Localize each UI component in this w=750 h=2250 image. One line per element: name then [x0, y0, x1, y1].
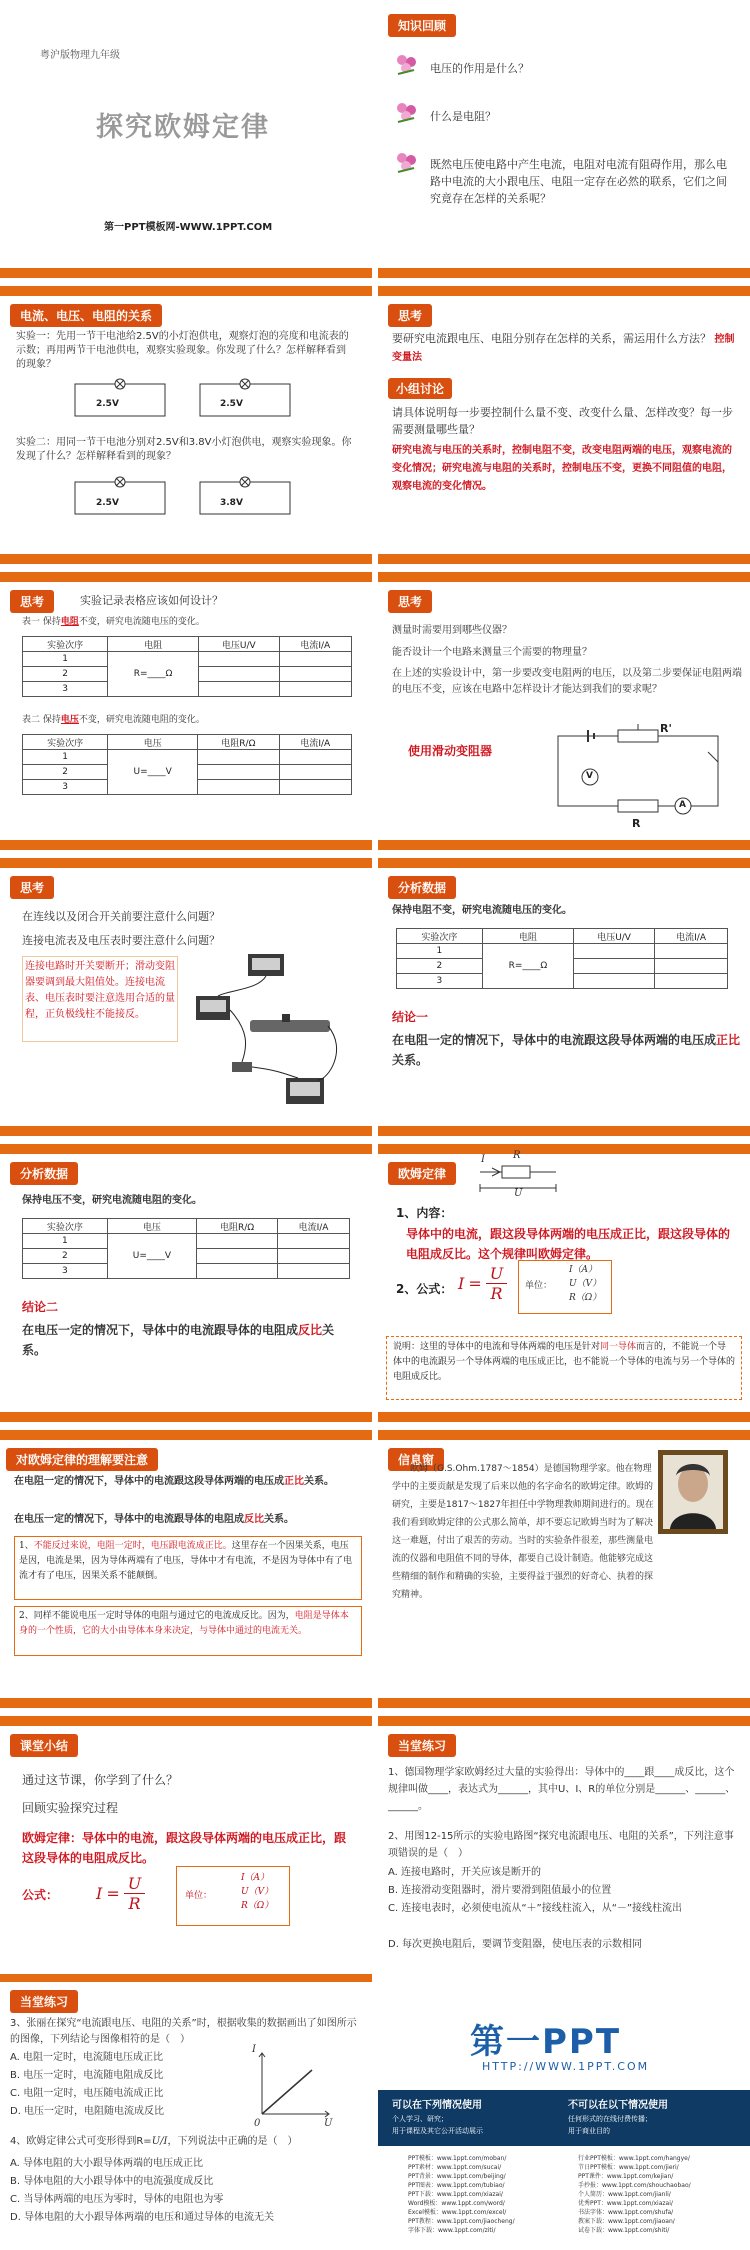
- circuit-label: 2.5V: [96, 399, 119, 409]
- info-paragraph: 欧姆（G.S.Ohm.1787～1854）是德国物理学家。他在物理学中的主要贡献是发现了后来以他的名字命名的欧姆定律。欧姆的研究，主要是1817～1827年担任中学物理教师期间进行的。现在我们看到欧姆定律的公式那么简单，却不要忘记欧姆当时为了解决这一难题，付出了艰苦的劳动。当时的实验条件很差，那些测量电流的仪器和电阻值不同的导体，都要自己设计制造。他能够完成这些精细的制作和精确的实验，主要得益于强烈的好奇心、执着的探究精神。: [392, 1464, 654, 1600]
- experiment-1: 实验一：先用一节干电池给2.5V的小灯泡供电，观察灯泡的亮度和电流表的示数；再用两节干电池供电，观察实验现象。你发现了什么？怎样解释看到的现象？: [16, 331, 349, 370]
- instrument-answer: 使用滑动变阻器: [408, 744, 493, 758]
- forbidden-item: 任何形式的在线付费传播；: [568, 2115, 652, 2123]
- orange-bar: [0, 1430, 372, 1440]
- apparatus-illustration: [188, 950, 358, 1110]
- brand-url: HTTP://WWW.1PPT.COM: [482, 2060, 650, 2073]
- exercise-option: C. 连接电表时，必须使电流从“＋”接线柱流入，从“－”接线柱流出: [388, 1903, 683, 1914]
- orange-bar: [378, 1144, 750, 1154]
- slide-credits: [378, 1974, 750, 2250]
- slide-understanding: [0, 1430, 372, 1708]
- slide-header: 分析数据: [10, 1162, 78, 1185]
- orange-bar: [0, 554, 372, 564]
- slide-header: 欧姆定律: [388, 1162, 456, 1185]
- record-table-1: 实验次序 电阻 电压U/V 电流I/A 1 R=____Ω 2 3: [22, 636, 352, 697]
- orange-bar: [378, 840, 750, 850]
- slide-analysis-1: [378, 858, 750, 1136]
- link-item[interactable]: PPT图表：www.1ppt.com/tubiao/: [408, 2182, 505, 2189]
- subject-label: 粤沪版物理九年级: [40, 50, 120, 61]
- diagram-current-label: I: [481, 1154, 485, 1165]
- analysis-condition: 保持电阻不变，研究电流随电压的变化。: [392, 905, 572, 916]
- link-item[interactable]: PPT课件：www.1ppt.com/kejian/: [578, 2173, 674, 2180]
- summary-question: 通过这节课，你学到了什么？: [22, 1773, 179, 1787]
- method-answer: 控制变量法: [392, 334, 735, 363]
- link-item[interactable]: 行业PPT模板：www.1ppt.com/hangye/: [578, 2155, 690, 2162]
- understanding-note-2: 2、同样不能说电压一定时导体的电阻与通过它的电流成反比。因为，电阻是导体本身的一个性质，它的大小由导体本身来决定，与导体中通过的电流无关。: [14, 1606, 362, 1656]
- flower-icon: [394, 52, 420, 76]
- link-item[interactable]: PPT下载：www.1ppt.com/xiazai/: [408, 2191, 503, 2198]
- content-label: 1、内容：: [396, 1206, 453, 1220]
- slide-summary: [0, 1716, 372, 1994]
- circuit-label: 3.8V: [220, 498, 243, 508]
- orange-bar: [378, 1430, 750, 1440]
- exercise-option: A. 连接电路时，开关应该是断开的: [388, 1867, 542, 1878]
- table-question: 实验记录表格应该如何设计？: [80, 594, 223, 607]
- link-item[interactable]: PPT教程：www.1ppt.com/jiaocheng/: [408, 2218, 515, 2225]
- link-item[interactable]: 手抄报：www.1ppt.com/shouchaobao/: [578, 2182, 691, 2189]
- slide-header: 思考: [10, 590, 54, 613]
- conclusion-label: 结论二: [22, 1300, 59, 1314]
- flower-icon: [394, 150, 420, 174]
- slide-subheader: 小组讨论: [388, 378, 452, 399]
- allowed-title: 可以在下列情况使用: [392, 2100, 482, 2111]
- exercise-option: A. 导体电阻的大小跟导体两端的电压成正比: [10, 2158, 204, 2169]
- slide-header: 对欧姆定律的理解要注意: [6, 1448, 158, 1471]
- orange-bar: [378, 858, 750, 868]
- slide-exercise-2: [0, 1974, 372, 2250]
- orange-bar: [0, 840, 372, 850]
- diagram-resistance-label: R: [513, 1150, 521, 1161]
- slide-review: [378, 0, 750, 278]
- orange-bar: [0, 286, 372, 296]
- link-item[interactable]: Excel模板：www.1ppt.com/excel/: [408, 2209, 507, 2216]
- exercise-option: B. 连接滑动变阻器时，滑片要滑到阻值最小的位置: [388, 1885, 612, 1896]
- slide-method: [378, 286, 750, 564]
- discussion-question: 请具体说明每一步要控制什么量不变、改变什么量、怎样改变？每一步需要测量哪些量？: [392, 406, 733, 436]
- orange-bar: [0, 1716, 372, 1726]
- orange-bar: [378, 572, 750, 582]
- method-question: 要研究电流跟电压、电阻分别存在怎样的关系，需运用什么方法？ 控制变量法: [392, 332, 735, 363]
- link-item[interactable]: PPT模板：www.1ppt.com/moban/: [408, 2155, 507, 2162]
- forbidden-item: 用于商业目的: [568, 2127, 610, 2135]
- orange-bar: [378, 1126, 750, 1136]
- slide-info: [378, 1430, 750, 1708]
- connection-question-1: 在连线以及闭合开关前要注意什么问题？: [22, 910, 220, 923]
- exercise-question-1: 1、德国物理学家欧姆经过大量的实验得出：导体中的____跟____成反比，这个规律叫做____，表达式为______，其中U、I、R的单位分别是______、______、______。: [388, 1767, 736, 1812]
- voltmeter-label: V: [586, 771, 593, 781]
- brand-logo: 第一PPT: [470, 2022, 622, 2062]
- summary-law: 欧姆定律：导体中的电流，跟这段导体两端的电压成正比，跟这段导体的电阻成反比。: [22, 1831, 347, 1865]
- slide-header: 电流、电压、电阻的关系: [10, 304, 162, 327]
- exercise-option: C. 当导体两端的电压为零时，导体的电阻也为零: [10, 2194, 224, 2205]
- exercise-question-4: 4、欧姆定律公式可变形得到R=U/I，下列说法中正确的是（ ）: [10, 2136, 298, 2147]
- circuit-label: 2.5V: [96, 498, 119, 508]
- slide-header: 信息窗: [388, 1448, 444, 1471]
- forbidden-title: 不可以在以下情况使用: [568, 2100, 668, 2111]
- formula-label: 公式：: [22, 1888, 59, 1902]
- slide-ohms-law: [378, 1144, 750, 1422]
- flower-icon: [394, 100, 420, 124]
- unit-legend: 单位： I（A） U（V） R（Ω）: [176, 1866, 290, 1926]
- link-item[interactable]: 字体下载：www.1ppt.com/ziti/: [408, 2227, 496, 2234]
- understanding-point-2: 在电压一定的情况下，导体中的电流跟导体的电阻成反比关系。: [14, 1514, 294, 1525]
- exercise-option: A. 电阻一定时，电流随电压成正比: [10, 2052, 164, 2063]
- slide-title-text: 探究欧姆定律: [96, 112, 270, 143]
- ohm-portrait: [658, 1450, 728, 1534]
- connection-note-box: [22, 956, 178, 1042]
- graph-origin-label: 0: [254, 2118, 261, 2129]
- orange-bar: [378, 554, 750, 564]
- rheostat-label: R': [660, 722, 672, 735]
- circuit-diagram-rheostat: [548, 722, 738, 822]
- diagram-voltage-label: U: [514, 1188, 523, 1199]
- graph-x-label: U: [324, 2118, 333, 2129]
- exercise-option: B. 电压一定时，电流随电阻成反比: [10, 2070, 164, 2081]
- link-item[interactable]: 教案下载：www.1ppt.com/jiaoan/: [578, 2218, 675, 2225]
- slide-exercise-1: [378, 1716, 750, 1994]
- orange-bar: [378, 286, 750, 296]
- ammeter-label: A: [679, 800, 686, 810]
- links-left: [408, 2154, 515, 2235]
- orange-bar: [378, 268, 750, 278]
- instrument-question-1: 测量时需要用到哪些仪器？: [392, 625, 512, 636]
- resistor-label: R: [632, 817, 641, 830]
- orange-bar: [0, 1144, 372, 1154]
- conclusion-text: 在电压一定的情况下，导体中的电流跟导体的电阻成反比关系。: [22, 1323, 335, 1357]
- orange-bar: [378, 1698, 750, 1708]
- link-item[interactable]: 节日PPT模板：www.1ppt.com/jieri/: [578, 2164, 679, 2171]
- link-item[interactable]: 书法字体：www.1ppt.com/shufa/: [578, 2209, 674, 2216]
- orange-bar: [378, 1412, 750, 1422]
- exercise-option: B. 导体电阻的大小跟导体中的电流强度成反比: [10, 2176, 214, 2187]
- orange-bar: [0, 1698, 372, 1708]
- understanding-note-1: 1、不能反过来说，电阻一定时，电压跟电流成正比。这里存在一个因果关系，电压是因，电流是果，因为导体两端有了电压，导体中才有电流，不是因为导体中有了电流才有了电压，因果关系不能颠倒。: [14, 1536, 362, 1600]
- exercise-question-3: 3、张丽在探究“电流跟电压、电阻的关系”时，根据收集的数据画出了如图所示的图像，下列结论与图像相符的是（ ）: [10, 2018, 357, 2045]
- exercise-option: D. 电压一定时，电阻随电流成反比: [10, 2106, 165, 2117]
- orange-bar: [0, 858, 372, 868]
- slide-title: [0, 0, 372, 278]
- instrument-question-2: 能否设计一个电路来测量三个需要的物理量？: [392, 647, 592, 658]
- slide-header: 知识回顾: [388, 14, 456, 37]
- experiment-2: 实验二：用同一节干电池分别对2.5V和3.8V小灯泡供电，观察实验现象。你发现了什么？怎样解释看到的现象？: [16, 437, 352, 462]
- orange-bar: [378, 1716, 750, 1726]
- slide-relation: [0, 286, 372, 564]
- allowed-item: 用于课程及其它公开活动展示: [392, 2127, 483, 2135]
- unit-legend: 单位： I（A） U（V） R（Ω）: [518, 1260, 612, 1314]
- link-item[interactable]: 优秀PPT：www.1ppt.com/xiazai/: [578, 2200, 673, 2207]
- orange-bar: [0, 1126, 372, 1136]
- conclusion-text: 在电阻一定的情况下，导体中的电流跟这段导体两端的电压成正比关系。: [392, 1033, 741, 1067]
- law-content: 导体中的电流，跟这段导体两端的电压成正比，跟这段导体的电阻成反比。这个规律叫欧姆定律。: [406, 1227, 731, 1261]
- summary-formula: I = $\frac{U}{R}$: [96, 1874, 145, 1913]
- summary-review: 回顾实验探究过程: [22, 1801, 119, 1815]
- link-item[interactable]: PPT素材：www.1ppt.com/sucai/: [408, 2164, 502, 2171]
- orange-bar: [0, 1974, 372, 1982]
- slide-header: 思考: [388, 590, 432, 613]
- exercise-option: C. 电阻一定时，电压随电流成正比: [10, 2088, 164, 2099]
- orange-bar: [0, 268, 372, 278]
- graph-y-label: I: [252, 2044, 256, 2055]
- orange-bar: [0, 1412, 372, 1422]
- slide-header: 课堂小结: [10, 1734, 78, 1757]
- slide-header: 当堂练习: [388, 1734, 456, 1757]
- slide-header: 当堂练习: [10, 1990, 78, 2013]
- circuit-label: 2.5V: [220, 399, 243, 409]
- table2-caption: 表二 保持电压不变，研究电流随电阻的变化。: [22, 715, 205, 725]
- review-question-3: 既然电压使电路中产生电流，电阻对电流有阻碍作用，那么电路中电流的大小跟电压、电阻一定存在必然的联系，它们之间究竟存在怎样的关系呢？: [430, 158, 727, 205]
- understanding-point-1: 在电阻一定的情况下，导体中的电流跟这段导体两端的电压成正比关系。: [14, 1476, 334, 1487]
- slide-connection: [0, 858, 372, 1136]
- exercise-question-2: 2、用图12-15所示的实验电路图“探究电流跟电压、电阻的关系”，下列注意事项错误的是（ ）: [388, 1831, 734, 1859]
- analysis-table-2: 实验次序 电压 电阻R/Ω 电流I/A 1 U=____V 2 3: [22, 1218, 350, 1279]
- iu-graph: [252, 2050, 332, 2120]
- slide-header: 分析数据: [388, 876, 456, 899]
- instrument-paragraph: 在上述的实验设计中，第一步要改变电阻两的电压，以及第二步要保证电阻两端的电压不变，应该在电路中怎样设计才能达到我们的要求呢？: [392, 668, 742, 695]
- discussion-answer: 研究电流与电压的关系时，控制电阻不变，改变电阻两端的电压，观察电流的变化情况；研究电流与电阻的关系时，控制电压不变，更换不同阻值的电阻，观察电流的变化情况。: [392, 445, 732, 492]
- record-table-2: 实验次序 电压 电阻R/Ω 电流I/A 1 U=____V 2 3: [22, 734, 352, 795]
- link-item[interactable]: Word模板：www.1ppt.com/word/: [408, 2200, 505, 2207]
- orange-bar: [0, 572, 372, 582]
- formula-label: 2、公式：: [396, 1282, 453, 1296]
- usage-panel: [378, 2090, 750, 2146]
- allowed-item: 个人学习、研究；: [392, 2115, 448, 2123]
- links-right: [578, 2154, 691, 2235]
- link-item[interactable]: 试卷下载：www.1ppt.com/shiti/: [578, 2227, 670, 2234]
- exercise-option: D. 导体电阻的大小跟导体两端的电压和通过导体的电流无关: [10, 2212, 275, 2223]
- table1-caption: 表一 保持电阻不变，研究电流随电压的变化。: [22, 617, 205, 627]
- law-note-box: 说明：这里的导体中的电流和导体两端的电压是针对同一导体而言的，不能说一个导体中的电流跟另一个导体两端的电压成正比，也不能说一个导体的电流与另一个导体的电阻成反比。: [386, 1336, 742, 1400]
- slide-analysis-2: [0, 1144, 372, 1422]
- slide-header: 思考: [10, 876, 54, 899]
- connection-question-2: 连接电流表及电压表时要注意什么问题？: [22, 934, 220, 947]
- link-item[interactable]: PPT背景：www.1ppt.com/beijing/: [408, 2173, 506, 2180]
- analysis-table-1: 实验次序 电阻 电压U/V 电流I/A 1 R=____Ω 2 3: [396, 928, 728, 989]
- link-item[interactable]: 个人简历：www.1ppt.com/jianli/: [578, 2191, 671, 2198]
- review-question-1: 电压的作用是什么？: [430, 62, 529, 75]
- site-label: 第一PPT模板网-WWW.1PPT.COM: [104, 222, 273, 233]
- slide-tables: [0, 572, 372, 850]
- slide-header: 思考: [388, 304, 432, 327]
- law-formula: I = $\frac{U}{R}$: [458, 1264, 507, 1303]
- slide-instruments: [378, 572, 750, 850]
- connection-note: 连接电路时开关要断开；滑动变阻器要调到最大阻值处。连接电流表、电压表时要注意选用合适的量程，正负极线柱不能接反。: [25, 961, 175, 1020]
- review-question-2: 什么是电阻？: [430, 110, 496, 123]
- conclusion-label: 结论一: [392, 1010, 429, 1024]
- analysis-condition: 保持电压不变，研究电流随电阻的变化。: [22, 1195, 202, 1206]
- exercise-option: D. 每次更换电阻后，要调节变阻器，使电压表的示数相同: [388, 1939, 643, 1950]
